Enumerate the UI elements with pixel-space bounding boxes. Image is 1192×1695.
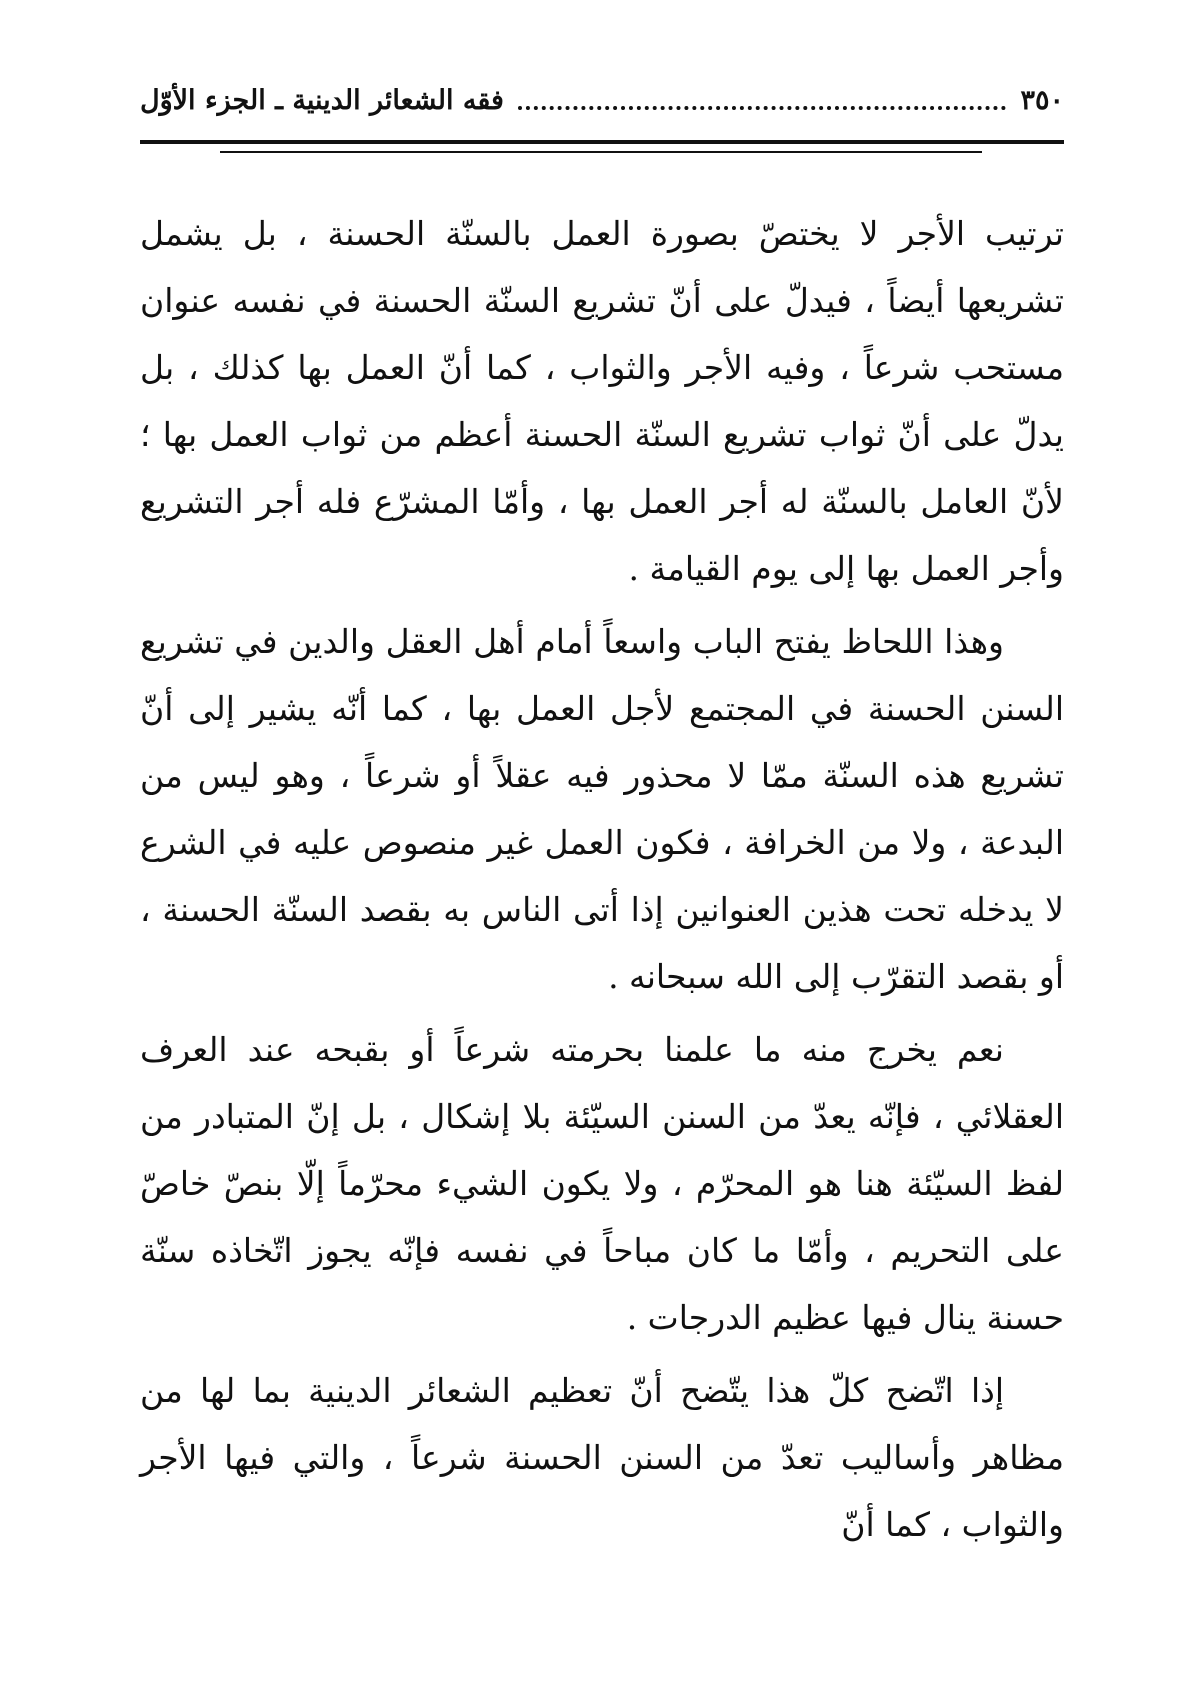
body-text [140,200,1064,1558]
page-number: ٣٥٠ [1020,84,1064,116]
header-dot-leader [518,106,1007,110]
paragraph-4: إذا اتّضح كلّ هذا يتّضح أنّ تعظيم الشعائر الدينية بما لها من مظاهر وأساليب تعدّ من السنن الحسنة شرعاً ، والتي فيها الأجر والثواب ، كما أنّ [140,1371,1064,1544]
running-title: فقه الشعائر الدينية ـ الجزء الأوّل [140,84,504,116]
header-rule-thin [220,151,982,153]
header-rule-thick [140,140,1064,144]
paragraph-1: ترتيب الأجر لا يختصّ بصورة العمل بالسنّة الحسنة ، بل يشمل تشريعها أيضاً ، فيدلّ على أنّ تشريع السنّة الحسنة في نفسه عنوان مستحب شرعاً ، وفيه الأجر والثواب ، كما أنّ العمل بها كذلك ، بل يدلّ على أنّ ثواب تشريع السنّة الحسنة أعظم من ثواب العمل بها ؛ لأنّ العامل بالسنّة له أجر العمل بها ، وأمّا المشرّع فله أجر التشريع وأجر العمل بها إلى يوم القيامة . [140,214,1064,588]
paragraph-3: نعم يخرج منه ما علمنا بحرمته شرعاً أو بقبحه عند العرف العقلائي ، فإنّه يعدّ من السنن السيّئة بلا إشكال ، بل إنّ المتبادر من لفظ السيّئة هنا هو المحرّم ، ولا يكون الشيء محرّماً إلّا بنصّ خاصّ على التحريم ، وأمّا ما كان مباحاً في نفسه فإنّه يجوز اتّخاذه سنّة حسنة ينال فيها عظيم الدرجات . [140,1030,1064,1337]
page-header [140,78,1064,122]
paragraph-2: وهذا اللحاظ يفتح الباب واسعاً أمام أهل العقل والدين في تشريع السنن الحسنة في المجتمع لأجل العمل بها ، كما أنّه يشير إلى أنّ تشريع هذه السنّة ممّا لا محذور فيه عقلاً أو شرعاً ، وهو ليس من البدعة ، ولا من الخرافة ، فكون العمل غير منصوص عليه في الشرع لا يدخله تحت هذين العنوانين إذا أتى الناس به بقصد السنّة الحسنة ، أو بقصد التقرّب إلى الله سبحانه . [140,622,1064,996]
